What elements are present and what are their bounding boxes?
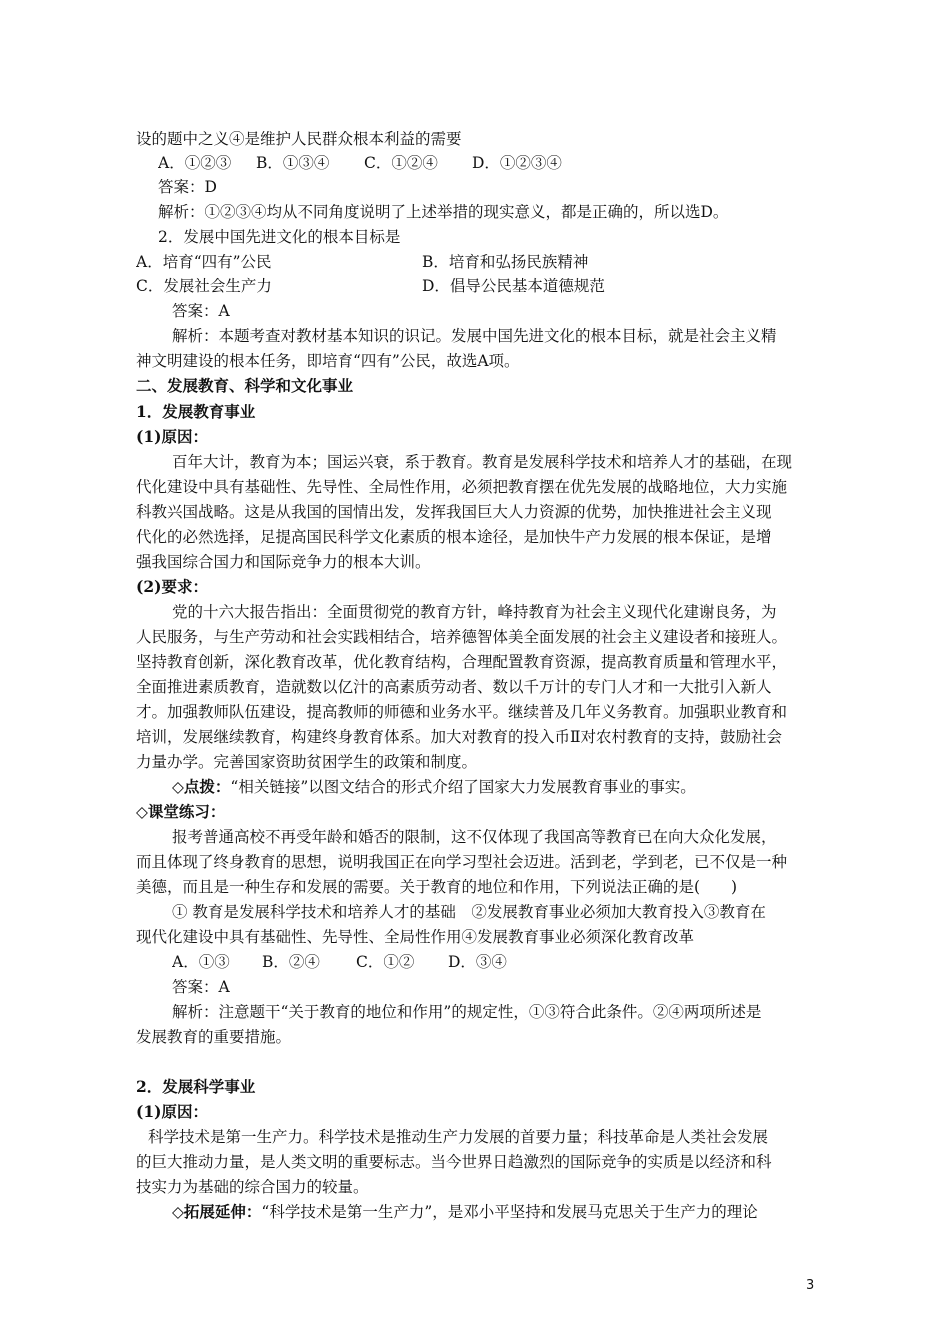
paragraph-line: 全面推进素质教育，造就数以亿汁的高素质劳动者、数以千万计的专门人才和一大批引入新人 — [136, 678, 772, 696]
text-line: 设的题中之义④是维护人民群众根本利益的需要 — [136, 130, 462, 148]
option-c: C．①② — [356, 953, 415, 971]
option-a: A．①③ — [172, 953, 230, 971]
option-d: D．③④ — [448, 953, 507, 971]
paragraph-line: 代化建设中具有基础性、先导性、全局性作用，必须把教育摆在优先发展的战略地位，大力实施 — [136, 478, 788, 496]
reason-label: (1)原因： — [136, 427, 208, 446]
paragraph-line: 科教兴国战略。这是从我国的国情出发，发挥我国巨大人力资源的优势，加快推进社会主义现 — [136, 503, 772, 521]
paragraph-line: 培训，发展继续教育，构建终身教育体系。加大对教育的投入币Ⅱ对农村教育的支持，鼓励社会 — [136, 728, 783, 746]
option-d: D．倡导公民基本道德规范 — [422, 277, 605, 295]
tip-line — [172, 775, 856, 799]
extend-text: “科学技术是第一生产力”，是邓小平坚持和发展马克思关于生产力的理论 — [261, 1203, 758, 1221]
analysis-line: 解析：本题考查对教材基本知识的识记。发展中国先进文化的根本目标，就是社会主义精 — [172, 327, 777, 345]
practice-items: 现代化建设中具有基础性、先导性、全局性作用④发展教育事业必须深化教育改革 — [136, 928, 695, 946]
option-c: C．发展社会生产力 — [136, 277, 272, 295]
paragraph-line: 力量办学。完善国家资助贫困学生的政策和制度。 — [136, 753, 478, 771]
option-b: B．②④ — [262, 953, 320, 971]
tip-label: ◇点拨： — [172, 777, 231, 796]
paragraph-line: 人民服务，与生产劳动和社会实践相结合，培养德智体美全面发展的社会主义建设者和接班人。 — [136, 628, 788, 646]
paragraph-line: 而且体现了终身教育的思想，说明我国正在向学习型社会迈进。活到老，学到老，已不仅是一种 — [136, 853, 788, 871]
options-line — [172, 950, 856, 974]
answer-line: 答案：A — [172, 978, 230, 996]
option-c: C．①②④ — [364, 154, 438, 172]
paragraph-line: 代化的必然选择，足提高国民科学文化素质的根本途径，是加快牛产力发展的根本保证，是增 — [136, 528, 772, 546]
analysis-line: 神文明建设的根本任务，即培育“四有”公民，故选A项。 — [136, 352, 520, 370]
extend-line — [172, 1200, 856, 1224]
paragraph-line: 技实力为基础的综合国力的较量。 — [136, 1178, 369, 1196]
paragraph-line: 强我国综合国力和国际竞争力的根本大训。 — [136, 553, 431, 571]
options-row — [136, 250, 820, 274]
options-row — [136, 274, 820, 298]
options-line — [158, 151, 842, 175]
paragraph-line: 报考普通高校不再受年龄和婚否的限制，这不仅体现了我国高等教育已在向大众化发展， — [172, 828, 777, 846]
paragraph-line: 百年大计，教育为本；国运兴衰，系于教育。教育是发展科学技术和培养人才的基础，在现 — [172, 453, 793, 471]
subsection-title: 2．发展科学事业 — [136, 1077, 256, 1096]
tip-text: “相关链接”以图文结合的形式介绍了国家大力发展教育事业的事实。 — [230, 778, 696, 796]
option-a: A．①②③ — [158, 154, 232, 172]
option-b: B．培育和弘扬民族精神 — [422, 253, 589, 271]
reason-label: (1)原因： — [136, 1102, 208, 1121]
answer-line: 答案：D — [158, 178, 217, 196]
section-heading: 二、发展教育、科学和文化事业 — [136, 376, 354, 395]
paragraph-line: 才。加强教师队伍建设，提高教师的师德和业务水平。继续普及几年义务教育。加强职业教育和 — [136, 703, 788, 721]
analysis-line: 解析：注意题干“关于教育的地位和作用”的规定性，①③符合此条件。②④两项所述是 — [172, 1003, 762, 1021]
paragraph-line: 的巨大推动力量，是人类文明的重要标志。当今世界日趋激烈的国际竞争的实质是以经济和科 — [136, 1153, 772, 1171]
extend-label: ◇拓展延伸： — [172, 1202, 262, 1221]
answer-line: 答案：A — [172, 302, 230, 320]
option-a: A．培育“四有”公民 — [136, 253, 272, 271]
paragraph-line: 科学技术是第一生产力。科学技术是推动生产力发展的首要力量；科技革命是人类社会发展 — [148, 1128, 769, 1146]
paragraph-line: 美德，而且是一种生存和发展的需要。关于教育的地位和作用，下列说法正确的是( ) — [136, 878, 738, 896]
analysis-line: 发展教育的重要措施。 — [136, 1028, 292, 1046]
practice-items: ① 教育是发展科学技术和培养人才的基础 ②发展教育事业必须加大教育投入③教育在 — [172, 903, 766, 921]
question-stem: 2．发展中国先进文化的根本目标是 — [158, 228, 401, 246]
subsection-title: 1．发展教育事业 — [136, 402, 256, 421]
practice-label: ◇课堂练习： — [136, 802, 226, 821]
page-number: 3 — [806, 1278, 815, 1293]
paragraph-line: 坚持教育创新，深化教育改革，优化教育结构，合理配置教育资源，提高教育质量和管理水平， — [136, 653, 788, 671]
option-d: D．①②③④ — [472, 154, 562, 172]
option-b: B．①③④ — [256, 154, 330, 172]
require-label: (2)要求： — [136, 577, 208, 596]
analysis-line: 解析：①②③④均从不同角度说明了上述举措的现实意义，都是正确的，所以选D。 — [158, 203, 729, 221]
paragraph-line: 党的十六大报告指出：全面贯彻党的教育方针，峰持教育为社会主义现代化建谢良务，为 — [172, 603, 777, 621]
